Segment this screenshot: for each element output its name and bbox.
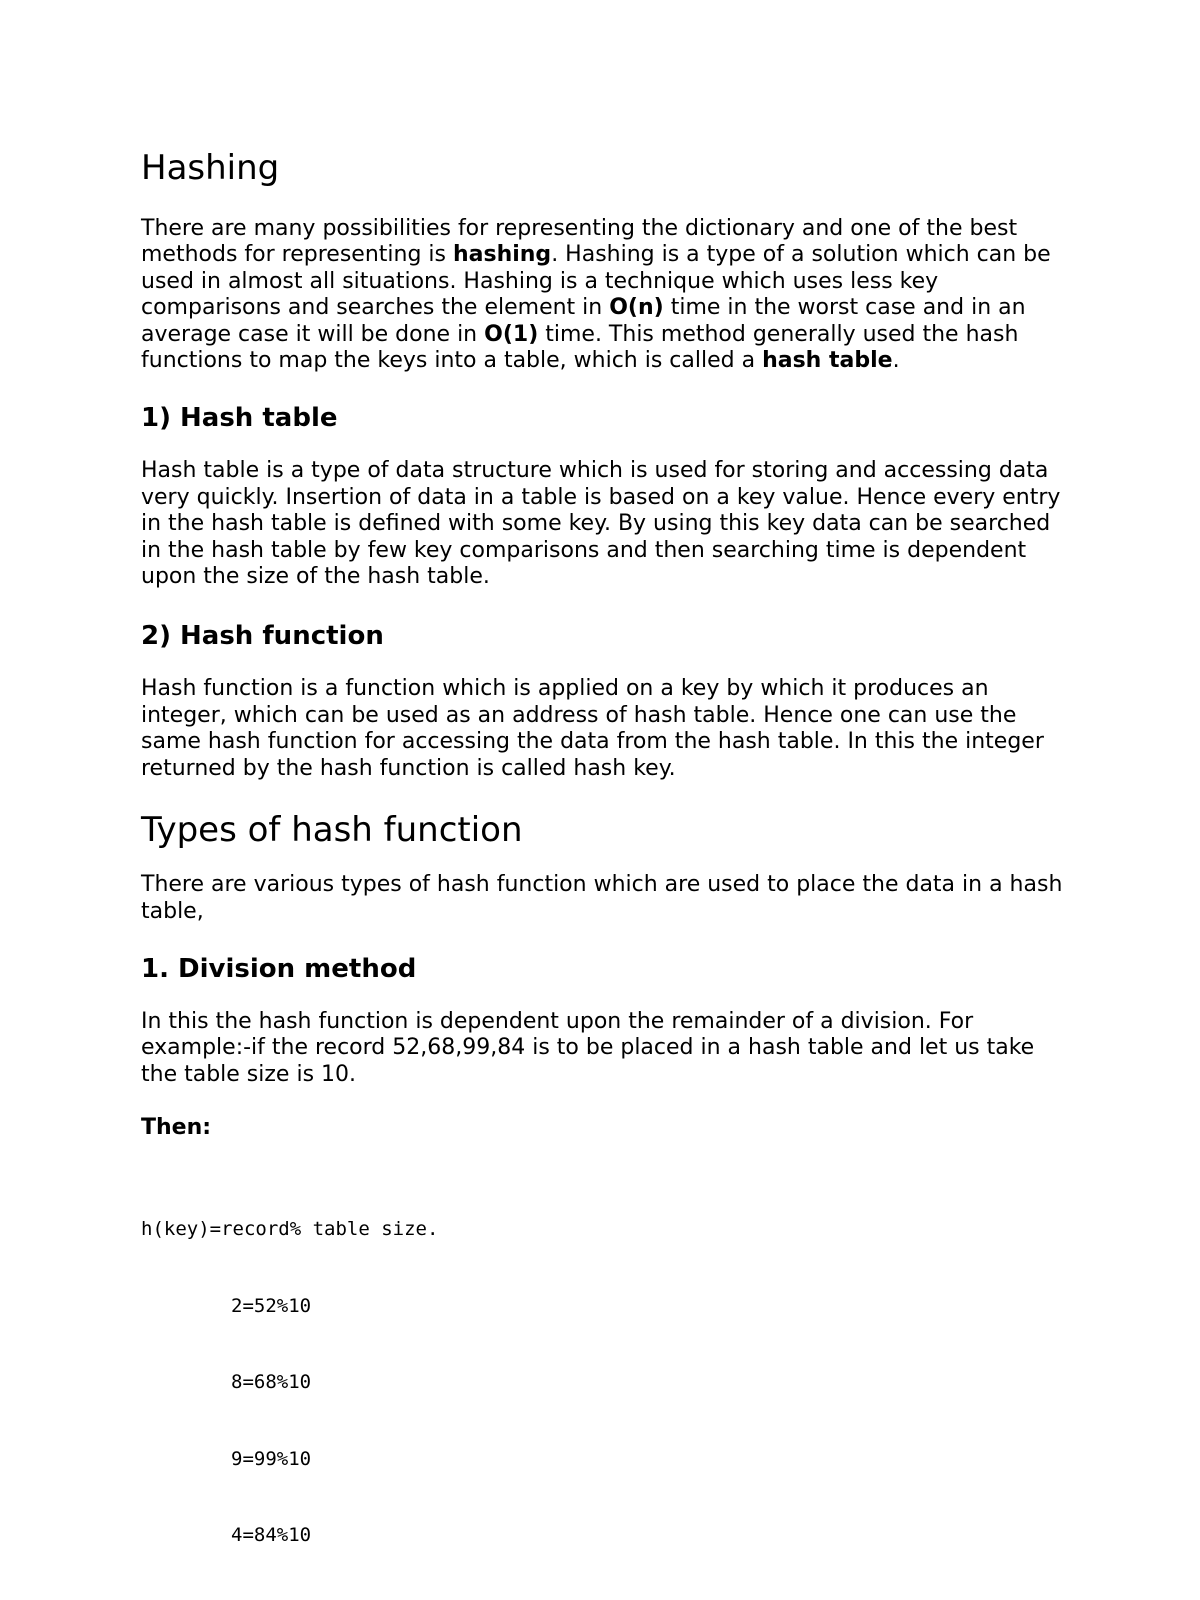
intro-bold-o1: O(1) [484,321,539,347]
document-title: Hashing [141,148,280,188]
section-hash-function-body: Hash function is a function which is applied on a key by which it produces an integer, which can be used as an address of hash table. Hence one can use the same hash function for accessing the data from the hash table. In this the integer returned by the hash function is called hash key. [141,676,1044,781]
intro-bold-hash-table: hash table [762,348,893,374]
section-hash-function-heading: 2) Hash function [141,621,384,652]
code-line: 4=84%10 [231,1524,312,1547]
division-method-body: In this the hash function is dependent upon the remainder of a division. For example:-if the record 52,68,99,84 is to be placed in a hash table and let us take the table size is 10. [141,1008,1035,1087]
division-method-heading: 1. Division method [141,953,417,984]
code-block [141,1166,1071,1600]
code-line: 2=52%10 [231,1294,312,1317]
types-heading: Types of hash function [141,810,523,851]
intro-bold-on: O(n) [609,295,664,321]
intro-paragraph [141,216,1071,374]
section-hash-table-body: Hash table is a type of data structure which is used for storing and accessing data very quickly. Insertion of data in a table is based on a key value. Hence every entry in the hash table is defined with some key. By using this key data can be searched in the hash table by few key comparisons and then searching time is dependent upon the size of the hash table. [141,458,1061,590]
intro-text-1: There are many possibilities for representing the dictionary and one of the best methods for representing is [141,216,1018,268]
document-page [141,148,1071,1600]
section-hash-table-heading: 1) Hash table [141,403,338,434]
intro-bold-hashing: hashing [452,242,552,268]
code-line-formula: h(key)=record% table size. [141,1218,439,1241]
types-body: There are various types of hash function which are used to place the data in a hash table, [141,872,1063,924]
intro-text-5: . [892,348,900,374]
code-line: 8=68%10 [231,1371,312,1394]
intro-text-4: time. This method generally used the hash functions to map the keys into a table, which is called a [141,321,1019,374]
intro-text-3: time in the worst case and in an average case it will be done in [141,295,1026,347]
intro-text-2: . Hashing is a type of a solution which can be used in almost all situations. Hashing is a technique which uses less key comparisons and searches the element in [141,242,1051,321]
code-line: 9=99%10 [231,1447,312,1470]
then-label: Then: [141,1115,212,1141]
